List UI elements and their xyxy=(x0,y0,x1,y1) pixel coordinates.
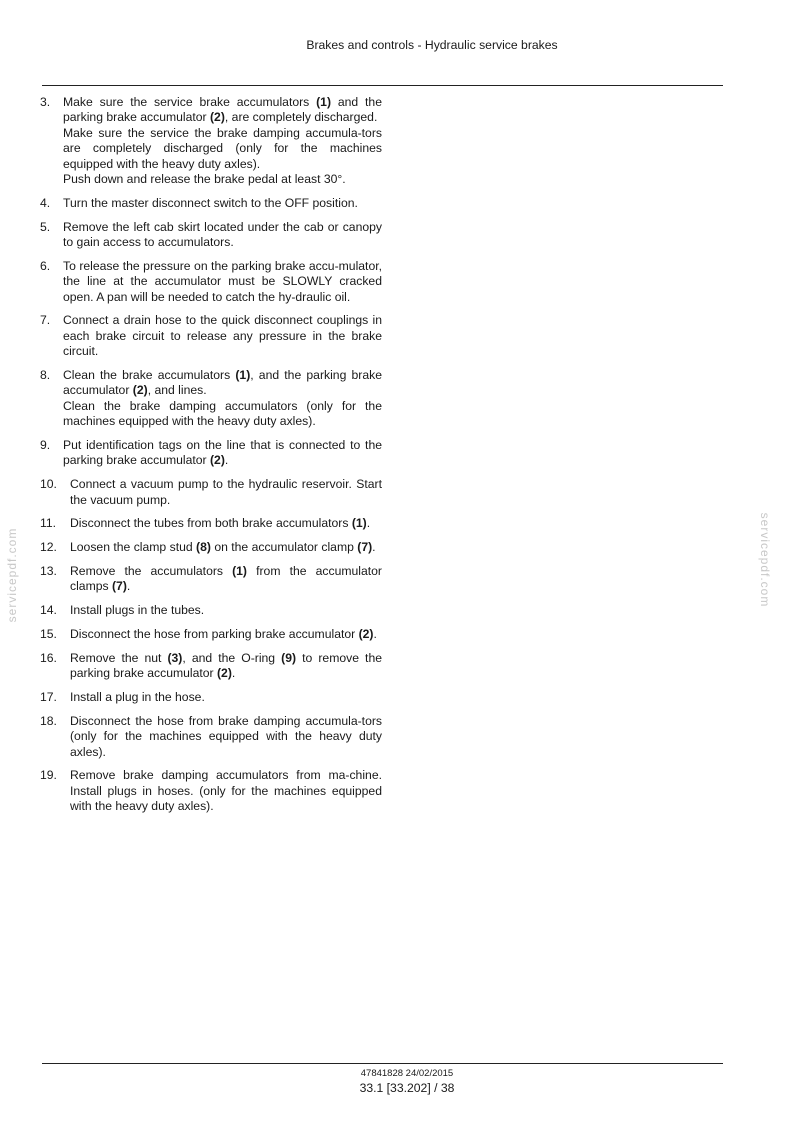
step-number: 10. xyxy=(40,477,57,492)
step-number: 12. xyxy=(40,540,57,555)
text-run: Connect a vacuum pump to the hydraulic reservoir. Start the vacuum pump. xyxy=(70,477,382,507)
step-paragraph xyxy=(70,516,382,531)
text-run: Disconnect the hose from parking brake accumulator xyxy=(70,627,359,642)
text-run: Clean the brake accumulators xyxy=(63,368,236,383)
step-number: 4. xyxy=(40,195,51,210)
procedure-step xyxy=(40,95,382,187)
step-paragraph xyxy=(63,126,382,172)
step-text xyxy=(70,516,382,531)
procedure-step xyxy=(40,768,382,814)
item-reference: (2) xyxy=(210,453,225,468)
step-number: 15. xyxy=(40,627,57,642)
item-reference: (1) xyxy=(235,368,251,383)
step-text xyxy=(70,477,382,508)
footer-page-number: 33.1 [33.202] / 38 xyxy=(359,1081,455,1095)
text-run: . xyxy=(231,666,236,681)
item-reference: (1) xyxy=(232,564,247,579)
step-text xyxy=(70,651,382,682)
step-number: 11. xyxy=(40,516,57,531)
step-paragraph xyxy=(63,313,382,359)
text-run: Put identification tags on the line that is connected to the parking brake accumulator xyxy=(63,438,382,468)
step-paragraph xyxy=(63,259,382,305)
procedure-steps xyxy=(40,95,382,823)
text-run: Clean the brake damping accumulators (only for the machines equipped with the heavy duty axles). xyxy=(63,398,382,429)
text-run: , and lines. xyxy=(147,383,207,398)
step-paragraph xyxy=(70,627,382,642)
procedure-step xyxy=(40,196,382,211)
step-paragraph xyxy=(70,540,382,555)
step-paragraph xyxy=(63,196,382,211)
step-number: 7. xyxy=(40,313,51,328)
step-text xyxy=(63,220,382,251)
step-number: 17. xyxy=(40,690,57,705)
procedure-step xyxy=(40,438,382,469)
text-run: Remove the left cab skirt located under the cab or canopy to gain access to accumulators. xyxy=(63,219,382,250)
text-run: . xyxy=(366,516,371,531)
step-paragraph xyxy=(70,690,382,705)
step-paragraph xyxy=(63,220,382,251)
text-run: Disconnect the hose from brake damping accumula-tors (only for the machines equipped with the heavy duty axles). xyxy=(70,713,382,759)
text-run: Connect a drain hose to the quick disconnect couplings in each brake circuit to release any pressure in the brake circuit. xyxy=(63,313,382,359)
text-run: . xyxy=(372,540,376,555)
step-number: 3. xyxy=(40,95,51,109)
text-run: Remove the nut xyxy=(70,650,168,665)
procedure-step xyxy=(40,477,382,508)
step-paragraph xyxy=(70,714,382,760)
text-run: to remove the parking brake accumulator xyxy=(70,650,382,681)
step-text xyxy=(63,196,382,211)
step-number: 19. xyxy=(40,768,57,783)
text-run: Disconnect the tubes from both brake accumulators xyxy=(70,516,352,531)
footer-rule xyxy=(42,1063,723,1064)
step-text xyxy=(70,540,382,555)
item-reference: (2) xyxy=(358,627,374,642)
step-text xyxy=(70,690,382,705)
footer-document-reference: 47841828 24/02/2015 xyxy=(360,1068,454,1079)
text-run: Loosen the clamp stud xyxy=(70,540,197,555)
step-text xyxy=(63,259,382,305)
step-paragraph xyxy=(70,603,382,618)
text-run: Remove the accumulators xyxy=(70,564,233,579)
step-number: 16. xyxy=(40,650,57,665)
step-number: 13. xyxy=(40,564,57,579)
step-text xyxy=(70,714,382,760)
header-rule xyxy=(42,85,723,86)
page-header-title: Brakes and controls - Hydraulic service brakes xyxy=(306,38,558,52)
text-run: from the accumulator clamps xyxy=(70,564,382,594)
step-number: 8. xyxy=(40,368,51,383)
step-number: 9. xyxy=(40,438,51,453)
item-reference: (2) xyxy=(217,666,232,681)
step-paragraph xyxy=(70,651,382,682)
step-paragraph xyxy=(63,399,382,430)
item-reference: (2) xyxy=(210,110,225,125)
text-run: To release the pressure on the parking brake accu-mulator, the line at the accumulator must be SLOWLY cracked open. A pan will be needed to catch the hy-draulic oil. xyxy=(63,258,382,304)
item-reference: (2) xyxy=(132,383,148,398)
item-reference: (1) xyxy=(351,516,367,531)
item-reference: (7) xyxy=(112,579,127,594)
text-run: and the parking brake accumulator xyxy=(63,95,382,125)
procedure-step xyxy=(40,259,382,305)
item-reference: (1) xyxy=(316,95,332,109)
procedure-step xyxy=(40,603,382,618)
step-text xyxy=(63,438,382,469)
text-run: . xyxy=(373,627,377,642)
step-text xyxy=(70,768,382,814)
procedure-step xyxy=(40,220,382,251)
watermark-right: servicepdf.com xyxy=(758,512,772,608)
step-text xyxy=(63,313,382,359)
text-run: Remove brake damping accumulators from ma-chine. Install plugs in hoses. (only for the machines equipped with the heavy duty axles). xyxy=(70,768,382,814)
text-run: , and the O-ring xyxy=(182,650,282,665)
step-paragraph xyxy=(63,438,382,469)
text-run: Make sure the service the brake damping accumula-tors are completely discharged (only for the machines equipped with the heavy duty axles). xyxy=(63,125,382,171)
item-reference: (3) xyxy=(167,650,183,665)
step-number: 5. xyxy=(40,219,51,234)
text-run: on the accumulator clamp xyxy=(210,540,358,555)
item-reference: (8) xyxy=(196,540,211,555)
step-paragraph xyxy=(70,768,382,814)
item-reference: (9) xyxy=(281,650,297,665)
text-run: . xyxy=(224,453,229,468)
procedure-step xyxy=(40,313,382,359)
procedure-step xyxy=(40,368,382,430)
step-paragraph xyxy=(70,564,382,595)
step-paragraph xyxy=(63,172,382,187)
procedure-step xyxy=(40,690,382,705)
step-text xyxy=(63,368,382,430)
step-paragraph xyxy=(63,95,382,126)
procedure-step xyxy=(40,516,382,531)
step-text xyxy=(70,564,382,595)
text-run: , and the parking brake accumulator xyxy=(63,368,382,398)
procedure-step xyxy=(40,564,382,595)
step-number: 14. xyxy=(40,603,57,618)
step-text xyxy=(70,603,382,618)
procedure-step xyxy=(40,651,382,682)
procedure-step xyxy=(40,627,382,642)
text-run: Make sure the service brake accumulators xyxy=(63,95,317,109)
text-run: , are completely discharged. xyxy=(224,110,378,125)
text-run: Push down and release the brake pedal at least 30°. xyxy=(63,172,346,187)
text-run: Turn the master disconnect switch to the OFF position. xyxy=(63,195,358,210)
step-paragraph xyxy=(63,368,382,399)
step-text xyxy=(70,627,382,642)
step-number: 18. xyxy=(40,713,57,728)
step-text xyxy=(63,95,382,187)
procedure-step xyxy=(40,714,382,760)
text-run: Install a plug in the hose. xyxy=(70,690,205,705)
text-run: . xyxy=(126,579,131,594)
step-number: 6. xyxy=(40,258,51,273)
text-run: Install plugs in the tubes. xyxy=(70,603,205,618)
step-paragraph xyxy=(70,477,382,508)
watermark-left: servicepdf.com xyxy=(5,527,19,623)
item-reference: (7) xyxy=(357,540,373,555)
procedure-step xyxy=(40,540,382,555)
